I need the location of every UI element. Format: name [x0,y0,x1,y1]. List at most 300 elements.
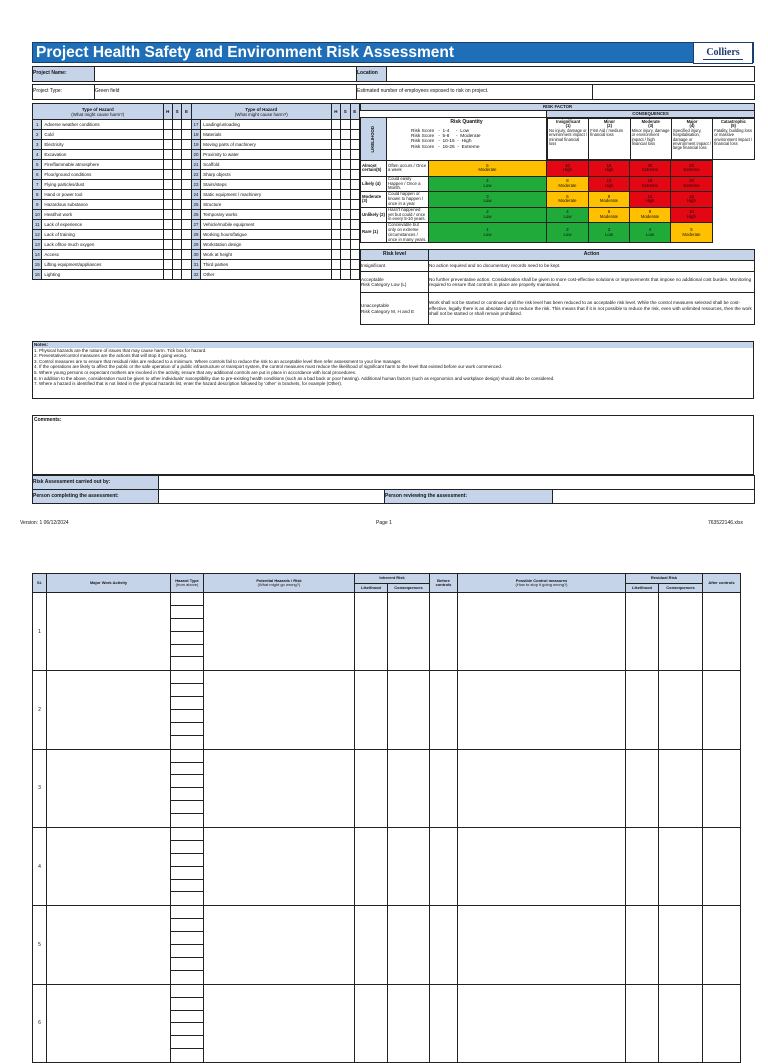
hazard-checkbox[interactable] [163,210,172,220]
residual-likelihood-cell[interactable] [626,984,659,1062]
hazard-checkbox[interactable] [182,230,191,240]
hazard-type-subrow[interactable] [171,788,203,801]
hazard-type-subrow[interactable] [171,645,203,658]
hazard-checkbox[interactable] [341,240,350,250]
consequence-num: (4) [689,123,695,129]
major-activity-cell[interactable] [47,749,171,827]
before-controls-cell[interactable] [430,593,458,671]
hazard-type-subrows [171,985,203,1062]
hazard-type-subrow[interactable] [171,657,203,670]
note-line: 1. Physical hazards are the nature of issues that may cause harm. Tick box for hazard. [34,347,207,353]
consequence-name: Major [686,119,698,124]
hazard-label: Loading/unloading [201,120,332,130]
hazard-checkbox[interactable] [182,270,191,280]
hazard-checkbox[interactable] [341,160,350,170]
hazard-checkbox[interactable] [182,260,191,270]
inherent-consequences-cell[interactable] [388,984,430,1062]
hazard-number: 5 [33,160,42,170]
before-controls-cell[interactable] [430,671,458,749]
hazard-checkbox[interactable] [172,220,181,230]
hazard-type-subrow[interactable] [171,1036,203,1049]
risk-score-value: 16 [647,178,653,184]
hazard-checkbox[interactable] [341,230,350,240]
hazard-type-subrow[interactable] [171,775,203,788]
hazard-row [33,140,360,150]
hazard-checkbox[interactable] [182,220,191,230]
residual-likelihood-cell[interactable] [626,671,659,749]
before-controls-cell[interactable] [430,984,458,1062]
hazard-type-subrow[interactable] [171,593,203,606]
employees-field[interactable] [593,85,755,100]
hazard-type-subrows [171,906,203,983]
file-name: 763522146.xlsx [708,520,744,526]
risk-score-level: Low [483,198,492,204]
hazard-type-subrow[interactable] [171,985,203,998]
hazard-checkbox[interactable] [341,180,350,190]
hazard-type-subrow[interactable] [171,801,203,814]
hazard-type-subrow[interactable] [171,971,203,984]
consequence-num: (2) [606,123,612,129]
risk-score-value: 9 [607,193,611,199]
hazard-type-subrow[interactable] [171,619,203,632]
hazard-number: 12 [33,230,42,240]
after-controls-cell[interactable] [703,906,741,984]
potential-hazards-cell[interactable] [204,984,355,1062]
hazard-checkbox[interactable] [163,250,172,260]
consequence-columns [547,118,755,161]
hazard-checkbox[interactable] [350,180,360,190]
hazard-type-subrow[interactable] [171,958,203,971]
hazard-type-subrow[interactable] [171,998,203,1011]
hazard-checkbox[interactable] [341,150,350,160]
hazard-checkbox[interactable] [182,200,191,210]
inherent-consequences-cell[interactable] [388,593,430,671]
risk-matrix-table [360,103,755,243]
hazard-type-subrow[interactable] [171,1023,203,1036]
hazard-checkbox[interactable] [172,190,181,200]
hazard-checkbox[interactable] [331,250,340,260]
inherent-likelihood-cell[interactable] [355,671,388,749]
hazard-type-subrow[interactable] [171,763,203,776]
hazard-checkbox[interactable] [163,220,172,230]
hazard-checkbox[interactable] [182,240,191,250]
col-inherent-likelihood: Likelihood [355,584,388,593]
hazard-type-subrow[interactable] [171,750,203,763]
score-line: Risk Score - 5-8 - Moderate [411,133,481,139]
hazard-type-subrow[interactable] [171,1011,203,1024]
hazard-checkbox[interactable] [163,140,172,150]
hazard-checkbox[interactable] [163,190,172,200]
possible-controls-cell[interactable] [458,828,626,906]
risk-score-value: 25 [689,162,694,168]
risk-score-cell [589,223,630,243]
hazard-type-cell[interactable] [171,984,204,1062]
risk-score-level: Extreme [683,182,700,188]
hazard-number: 18 [191,130,200,140]
hazard-checkbox[interactable] [341,190,350,200]
hazard-checkbox[interactable] [331,120,340,130]
note-line: 3. Control measures are to ensure that residual risks are reduced to a minimum. Where controls fail to reduce the risk to an acceptable level then refer assessment to your line manager. [34,358,402,364]
location-field[interactable] [387,67,755,82]
hazard-label: Working hours/fatigue [201,230,332,240]
hazard-checkbox[interactable] [163,130,172,140]
hazard-row [33,170,360,180]
activity-row [33,593,741,671]
hazard-type-subrow[interactable] [171,606,203,619]
likelihood-row [361,161,755,177]
hazard-type-subrow[interactable] [171,892,203,905]
hazard-checkbox[interactable] [341,170,350,180]
page-title: Project Health Safety and Environment Risk Assessment [36,44,455,61]
hazard-checkbox[interactable] [350,130,360,140]
hazard-number: 16 [33,270,42,280]
row-number: 1 [33,593,47,671]
hazard-type-subrow[interactable] [171,1049,203,1062]
potential-hazards-cell[interactable] [204,828,355,906]
hazard-header-sub: (What might cause harm?) [234,111,288,117]
potential-hazards-cell[interactable] [204,906,355,984]
hazard-number: 4 [33,150,42,160]
hazard-checkbox[interactable] [331,270,340,280]
residual-consequences-cell[interactable] [659,749,703,827]
hazard-header-sub: (What might cause harm?) [71,111,125,117]
hazard-type-cell[interactable] [171,828,204,906]
inherent-likelihood-cell[interactable] [355,828,388,906]
hazard-type-subrow[interactable] [171,736,203,749]
residual-consequences-cell[interactable] [659,828,703,906]
inherent-consequences-cell[interactable] [388,749,430,827]
hazard-checkbox[interactable] [163,150,172,160]
hazard-checkbox[interactable] [182,120,191,130]
hazard-row [33,190,360,200]
hazard-number: 29 [191,240,200,250]
risk-quantity-title: Risk Quantity [450,119,483,125]
hazard-checkbox[interactable] [331,170,340,180]
consequence-column [630,119,671,160]
hazard-label: Floor/ground conditions [42,170,163,180]
hazard-checkbox[interactable] [350,250,360,260]
residual-consequences-cell[interactable] [659,984,703,1062]
hazard-checkbox[interactable] [350,260,360,270]
inherent-consequences-cell[interactable] [388,906,430,984]
hazard-number: 27 [191,220,200,230]
inherent-consequences-cell[interactable] [388,671,430,749]
after-controls-cell[interactable] [703,984,741,1062]
hazard-checkbox[interactable] [331,150,340,160]
hazard-checkbox[interactable] [172,230,181,240]
comments-box[interactable] [32,415,754,475]
risk-score-value: 6 [566,193,569,199]
risk-score-value: 3 [486,193,489,199]
hazard-type-subrow[interactable] [171,880,203,893]
risk-action: Work shall not be started or continued until the risk level has been reduced to an acceptable risk level. While the control measures selected shall be cost-effective, legally there is an absolute duty to reduce the risk. This means that if it is not possible to reduce the risk, even with unlimited resources, then the work shall not be started or shall remain prohibited. [429,293,755,325]
consequences-header: CONSEQUENCES [547,111,755,118]
consequence-desc: First Aid / medium financial loss [590,127,624,138]
hazard-checkbox[interactable] [163,120,172,130]
possible-controls-cell[interactable] [458,593,626,671]
hazard-checkbox[interactable] [350,140,360,150]
hazard-label: Cold [42,130,163,140]
hazard-type-cell[interactable] [171,671,204,749]
hazard-checkbox[interactable] [182,250,191,260]
risk-score-cell [429,192,547,208]
carried-out-by-field[interactable] [159,476,755,490]
hazard-type-subrow[interactable] [171,932,203,945]
likelihood-desc: Could easily Happen / Once a Month. [387,176,429,192]
hazard-checkbox[interactable] [350,200,360,210]
hazard-checkbox[interactable] [172,180,181,190]
hazard-label: Access [42,250,163,260]
potential-hazards-cell[interactable] [204,749,355,827]
major-activity-cell[interactable] [47,906,171,984]
hazard-type-subrow[interactable] [171,945,203,958]
risk-score-value: 20 [647,162,653,168]
col-inherent-consequences: Consequences [388,584,430,593]
hazard-type-cell[interactable] [171,906,204,984]
hazard-checkbox[interactable] [331,210,340,220]
hazard-checkbox[interactable] [350,170,360,180]
major-activity-cell[interactable] [47,671,171,749]
risk-score-value: 3 [607,227,611,233]
hazard-type-subrow[interactable] [171,919,203,932]
before-controls-cell[interactable] [430,749,458,827]
hazard-checkbox[interactable] [350,210,360,220]
hazard-checkbox[interactable] [331,130,340,140]
hazard-row [33,240,360,250]
hazard-number: 6 [33,170,42,180]
hazard-type-subrow[interactable] [171,867,203,880]
hazard-checkbox[interactable] [350,270,360,280]
hazard-number: 21 [191,160,200,170]
hazard-checkbox[interactable] [172,250,181,260]
risk-score-level: Moderate [599,198,619,204]
hazard-label: Static equipment / machinery [201,190,332,200]
score-line: Risk Score - 1-4 - Low [411,128,470,134]
possible-controls-cell[interactable] [458,906,626,984]
hazard-checkbox[interactable] [331,260,340,270]
hazard-checkbox[interactable] [341,120,350,130]
risk-score-level: High [687,214,696,220]
row-number: 6 [33,984,47,1062]
risk-score-value: 4 [486,178,489,184]
hazard-type-title: Hazard Type [175,577,199,583]
hazard-checkbox[interactable] [163,230,172,240]
possible-controls-cell[interactable] [458,671,626,749]
hazard-checkbox[interactable] [182,190,191,200]
risk-score-cell [589,192,630,208]
hazard-number: 20 [191,150,200,160]
hazard-checkbox[interactable] [341,270,350,280]
potential-hazards-cell[interactable] [204,671,355,749]
hazard-type-subrow[interactable] [171,854,203,867]
inherent-likelihood-cell[interactable] [355,749,388,827]
hazard-type-subrow[interactable] [171,814,203,827]
residual-consequences-cell[interactable] [659,671,703,749]
inherent-likelihood-cell[interactable] [355,906,388,984]
risk-level-row [361,293,755,325]
hazard-checkbox[interactable] [182,150,191,160]
hazard-type-subrow[interactable] [171,671,203,684]
hazard-checkbox[interactable] [341,260,350,270]
hazard-checkbox[interactable] [182,210,191,220]
hazard-checkbox[interactable] [172,140,181,150]
hazard-checkbox[interactable] [331,190,340,200]
hazard-checkbox[interactable] [172,120,181,130]
hazard-checkbox[interactable] [172,270,181,280]
hazard-checkbox[interactable] [350,240,360,250]
hazard-label: Lifting equipment/appliances [42,260,163,270]
risk-score-level: Low [605,231,613,237]
hazard-number: 15 [33,260,42,270]
hazard-type-subrow[interactable] [171,684,203,697]
after-controls-cell[interactable] [703,749,741,827]
hazard-checkbox[interactable] [172,240,181,250]
after-controls-cell[interactable] [703,671,741,749]
risk-level-row [361,272,755,293]
hazard-checkbox[interactable] [172,160,181,170]
likelihood-row [361,223,755,243]
risk-score-level: High [604,182,614,188]
hazard-type-subrow[interactable] [171,710,203,723]
hazard-checkbox[interactable] [331,240,340,250]
risk-score-value: 15 [606,162,612,168]
row-number: 4 [33,828,47,906]
hazard-checkbox[interactable] [341,250,350,260]
hazard-checkbox[interactable] [182,180,191,190]
hazard-checkbox[interactable] [163,260,172,270]
possible-controls-cell[interactable] [458,984,626,1062]
hazard-checkbox[interactable] [331,140,340,150]
hazard-checkbox[interactable] [172,130,181,140]
hazard-checkbox[interactable] [182,160,191,170]
hazard-type-cell[interactable] [171,749,204,827]
hazard-label: Materials [201,130,332,140]
major-activity-cell[interactable] [47,828,171,906]
col-s: S [341,104,350,120]
activity-row [33,749,741,827]
hazard-checkbox[interactable] [163,180,172,190]
risk-score-level: Moderate [640,214,660,220]
risk-action-table [360,249,755,325]
person-completing-field[interactable] [159,490,385,504]
person-reviewing-field[interactable] [553,490,755,504]
hazard-checkbox[interactable] [182,140,191,150]
risk-score-cell [547,207,589,223]
hazard-checkbox[interactable] [331,160,340,170]
hazard-checkbox[interactable] [172,260,181,270]
hazard-checkbox[interactable] [172,170,181,180]
hazard-row [33,160,360,170]
hazard-number: 2 [33,130,42,140]
hazard-checkbox[interactable] [331,200,340,210]
hazard-checkbox[interactable] [172,200,181,210]
hazard-checkbox[interactable] [341,220,350,230]
hazard-checkbox[interactable] [341,130,350,140]
risk-score-value: 4 [648,227,652,233]
hazard-checkbox[interactable] [163,170,172,180]
hazard-type-subrow[interactable] [171,723,203,736]
project-name-field[interactable] [95,67,357,82]
hazard-row [33,130,360,140]
after-controls-cell[interactable] [703,828,741,906]
residual-likelihood-cell[interactable] [626,828,659,906]
hazard-checkbox[interactable] [182,130,191,140]
hazard-checkbox[interactable] [172,210,181,220]
page-number: Page 1 [376,520,392,526]
risk-score-cell [589,207,630,223]
hazard-checkbox[interactable] [331,220,340,230]
hazard-checkbox[interactable] [172,150,181,160]
inherent-consequences-cell[interactable] [388,828,430,906]
hazard-checkbox[interactable] [350,150,360,160]
hazard-checkbox[interactable] [163,160,172,170]
project-type-field[interactable]: Green field [95,85,357,100]
potential-hazards-cell[interactable] [204,593,355,671]
hazard-label: Flying particles/dust [42,180,163,190]
residual-consequences-cell[interactable] [659,593,703,671]
risk-score-level: Low [483,214,492,220]
after-controls-cell[interactable] [703,593,741,671]
hazard-checkbox[interactable] [350,230,360,240]
hazard-checkbox[interactable] [341,210,350,220]
hazard-checkbox[interactable] [163,270,172,280]
hazard-type-subrow[interactable] [171,632,203,645]
hazard-checkbox[interactable] [350,190,360,200]
consequence-desc: Fatality, building loss or massive environment impact / financial loss [714,127,753,147]
signoff-table [32,475,755,504]
hazard-checkbox[interactable] [350,160,360,170]
hazard-type-subrow[interactable] [171,828,203,841]
hazard-checkbox[interactable] [331,230,340,240]
hazard-checkbox[interactable] [350,220,360,230]
hazard-checkbox[interactable] [331,180,340,190]
residual-likelihood-cell[interactable] [626,749,659,827]
residual-likelihood-cell[interactable] [626,906,659,984]
hazard-checkbox[interactable] [350,120,360,130]
hazard-type-subrow[interactable] [171,841,203,854]
major-activity-cell[interactable] [47,984,171,1062]
risk-score-value: 20 [689,178,694,184]
hazard-checkbox[interactable] [341,140,350,150]
risk-score-cell [630,161,671,177]
risk-score-cell [589,161,630,177]
row-number: 2 [33,671,47,749]
residual-consequences-cell[interactable] [659,906,703,984]
risk-score-value: 5 [690,227,693,233]
risk-score-value: 10 [689,209,694,215]
before-controls-cell[interactable] [430,828,458,906]
hazard-type-cell[interactable] [171,593,204,671]
hazard-type-subrow[interactable] [171,697,203,710]
col-major-activity: Major Work Activity [47,574,171,593]
hazard-type-subrow[interactable] [171,906,203,919]
inherent-likelihood-cell[interactable] [355,984,388,1062]
consequence-desc: Minor injury, damage or environment impact / high financial loss [631,127,670,147]
risk-score-level: High [563,167,572,173]
hazard-checkbox[interactable] [163,200,172,210]
hazard-row [33,220,360,230]
hazard-checkbox[interactable] [182,170,191,180]
before-controls-cell[interactable] [430,906,458,984]
project-type-label: Project Type: [33,85,95,100]
hazard-checkbox[interactable] [341,200,350,210]
col-e: E [350,104,360,120]
possible-controls-cell[interactable] [458,749,626,827]
hazard-checkbox[interactable] [163,240,172,250]
residual-likelihood-cell[interactable] [626,593,659,671]
major-activity-cell[interactable] [47,593,171,671]
inherent-likelihood-cell[interactable] [355,593,388,671]
